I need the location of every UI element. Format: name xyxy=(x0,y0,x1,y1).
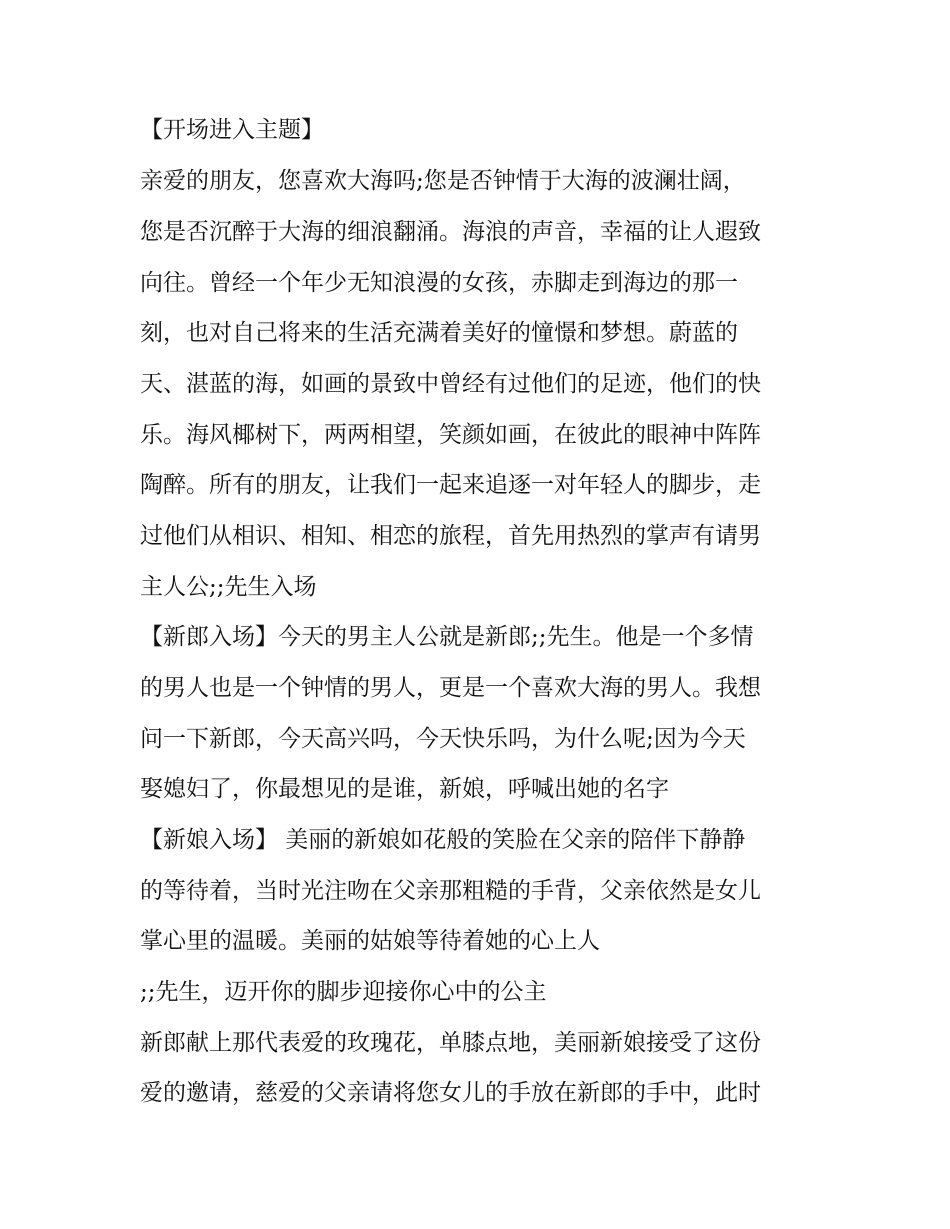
paragraph-line: 的等待着，当时光注吻在父亲那粗糙的手背，父亲依然是女儿 xyxy=(140,878,761,904)
paragraph-line: 天、湛蓝的海，如画的景致中曾经有过他们的足迹，他们的快 xyxy=(140,371,761,397)
paragraph-line: 陶醉。所有的朋友，让我们一起来追逐一对年轻人的脚步，走 xyxy=(140,472,761,498)
paragraph-line: 爱的邀请，慈爱的父亲请将您女儿的手放在新郎的手中，此时 xyxy=(140,1080,761,1106)
paragraph-line: 娶媳妇了，你最想见的是谁，新娘，呼喊出她的名字 xyxy=(140,776,669,802)
section-heading-bride: 【新娘入场】 美丽的新娘如花般的笑脸在父亲的陪伴下静静 xyxy=(140,827,746,853)
paragraph-line: 向往。曾经一个年少无知浪漫的女孩，赤脚走到海边的那一 xyxy=(140,270,738,296)
paragraph-line: 新郎献上那代表爱的玫瑰花，单膝点地，美丽新娘接受了这份 xyxy=(140,1030,761,1056)
paragraph-line: 亲爱的朋友，您喜欢大海吗;您是否钟情于大海的波澜壮阔， xyxy=(140,168,746,194)
paragraph-line: 掌心里的温暖。美丽的姑娘等待着她的心上人 xyxy=(140,928,600,954)
section-heading-opening: 【开场进入主题】 xyxy=(140,117,324,143)
section-heading-groom: 【新郎入场】今天的男主人公就是新郎;;先生。他是一个多情 xyxy=(140,624,754,650)
paragraph-line: ;;先生，迈开你的脚步迎接你心中的公主 xyxy=(140,979,547,1005)
paragraph-line: 刻，也对自己将来的生活充满着美好的憧憬和梦想。蔚蓝的 xyxy=(140,320,738,346)
paragraph-line: 乐。海风椰树下，两两相望，笑颜如画，在彼此的眼神中阵阵 xyxy=(140,422,761,448)
paragraph-line: 问一下新郎，今天高兴吗，今天快乐吗，为什么呢;因为今天 xyxy=(140,726,746,752)
paragraph-line: 主人公;;先生入场 xyxy=(140,574,317,600)
paragraph-line: 的男人也是一个钟情的男人，更是一个喜欢大海的男人。我想 xyxy=(140,675,761,701)
paragraph-line: 您是否沉醉于大海的细浪翻涌。海浪的声音，幸福的让人遐致 xyxy=(140,219,761,245)
paragraph-line: 过他们从相识、相知、相恋的旅程，首先用热烈的掌声有请男 xyxy=(140,523,761,549)
